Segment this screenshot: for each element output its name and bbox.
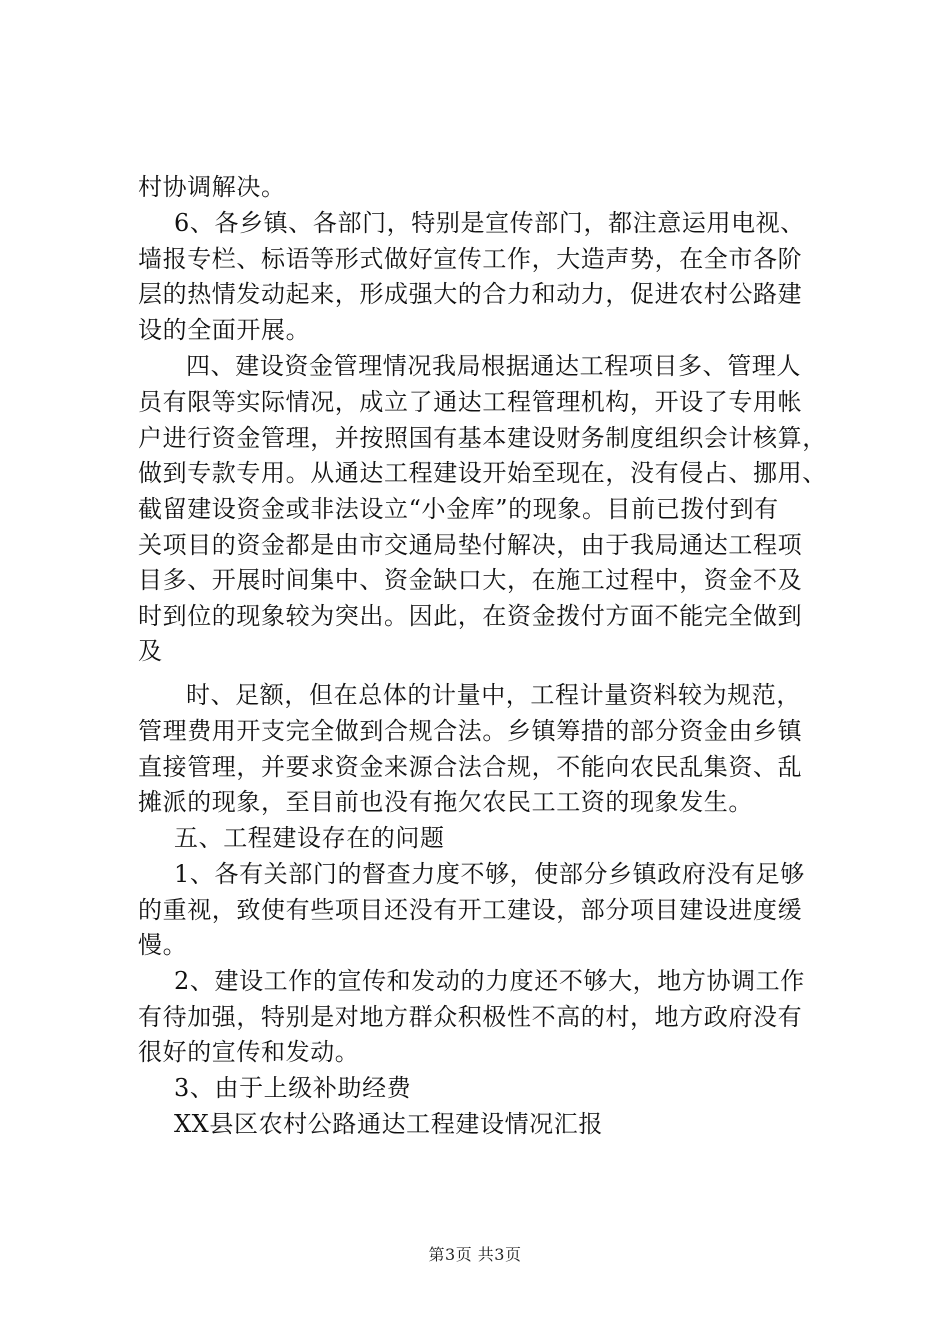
text-line: 四、建设资金管理情况我局根据通达工程项目多、管理人	[186, 352, 801, 380]
text-line: 的重视，致使有些项目还没有开工建设，部分项目建设进度缓	[138, 896, 803, 924]
text-line: 慢。	[138, 931, 188, 959]
text-line: 管理费用开支完全做到合规合法。乡镇筹措的部分资金由乡镇	[138, 717, 803, 745]
text-line: 摊派的现象，至目前也没有拖欠农民工工资的现象发生。	[138, 788, 753, 816]
text-line: 3、由于上级补助经费	[174, 1074, 412, 1102]
text-line: 村协调解决。	[138, 173, 286, 201]
text-line: 设的全面开展。	[138, 316, 311, 344]
text-line: 2、建设工作的宣传和发动的力度还不够大，地方协调工作	[174, 967, 805, 995]
text-line: 有待加强，特别是对地方群众积极性不高的村，地方政府没有	[138, 1003, 803, 1031]
text-line: 做到专款专用。从通达工程建设开始至现在，没有侵占、挪用、	[138, 459, 827, 487]
text-line: 时、足额，但在总体的计量中，工程计量资料较为规范，	[186, 681, 801, 709]
text-line: 时到位的现象较为突出。因此，在资金拨付方面不能完全做到	[138, 602, 803, 630]
text-line: 截留建设资金或非法设立“小金库”的现象。目前已拨付到有	[138, 495, 779, 523]
text-line: 层的热情发动起来，形成强大的合力和动力，促进农村公路建	[138, 280, 803, 308]
text-line: 6、各乡镇、各部门，特别是宣传部门，都注意运用电视、	[174, 209, 805, 237]
text-line: 关项目的资金都是由市交通局垫付解决，由于我局通达工程项	[138, 531, 803, 559]
page-footer: 第3页 共3页	[428, 1245, 522, 1264]
text-line: 1、各有关部门的督查力度不够，使部分乡镇政府没有足够	[174, 860, 805, 888]
text-line: 目多、开展时间集中、资金缺口大，在施工过程中，资金不及	[138, 566, 803, 594]
text-line: 员有限等实际情况，成立了通达工程管理机构，开设了专用帐	[138, 388, 803, 416]
text-line: 及	[138, 637, 163, 665]
document-title-line: XX县区农村公路通达工程建设情况汇报	[174, 1110, 603, 1138]
text-line: 直接管理，并要求资金来源合法合规，不能向农民乱集资、乱	[138, 753, 803, 781]
text-line: 户进行资金管理，并按照国有基本建设财务制度组织会计核算，	[138, 424, 827, 452]
text-line: 很好的宣传和发动。	[138, 1038, 360, 1066]
section-heading: 五、工程建设存在的问题	[174, 824, 445, 852]
text-line: 墙报专栏、标语等形式做好宣传工作，大造声势，在全市各阶	[138, 245, 803, 273]
